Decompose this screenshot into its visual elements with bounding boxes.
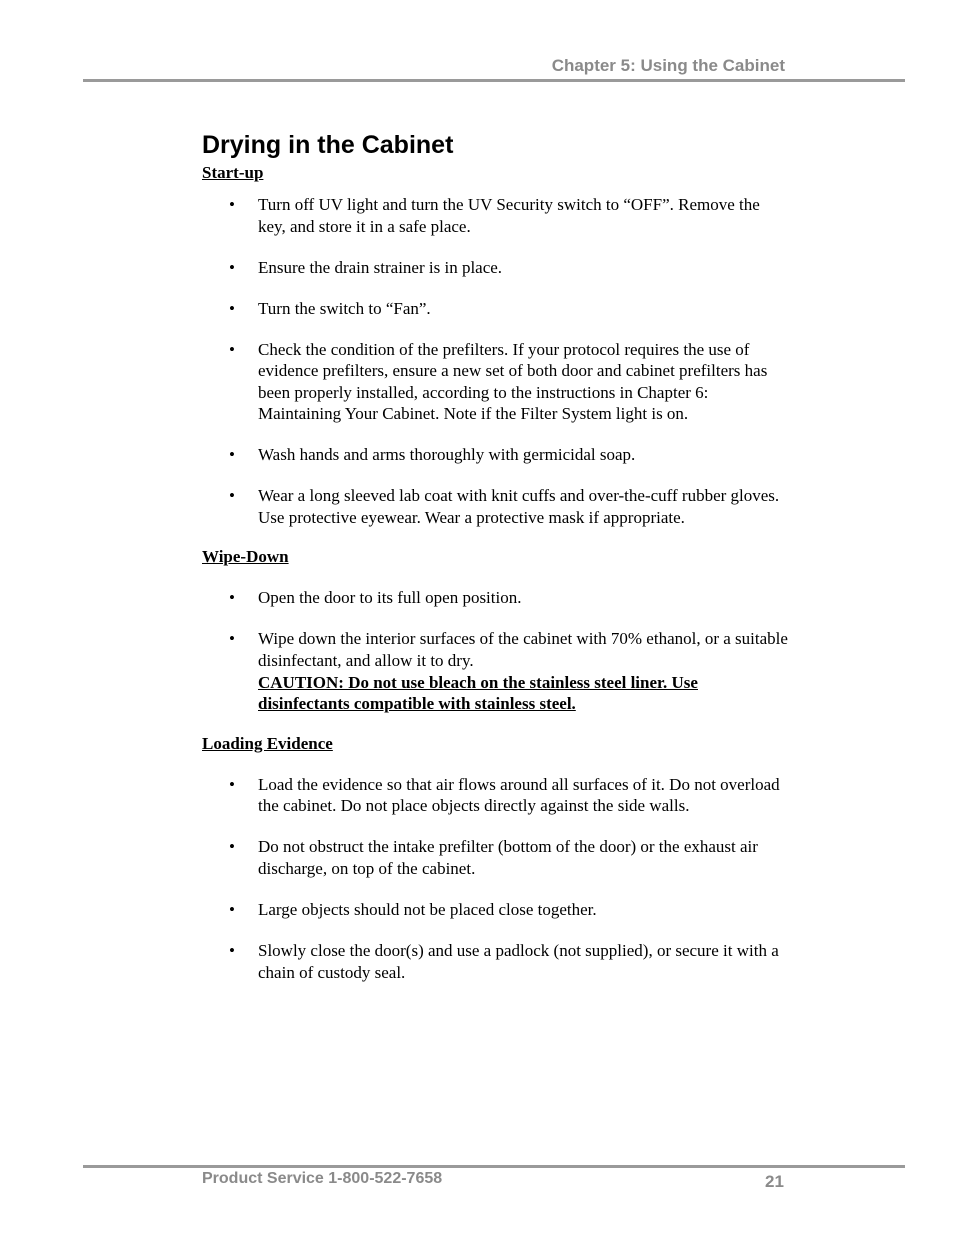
running-header: Chapter 5: Using the Cabinet — [551, 56, 785, 75]
bullet-icon: • — [229, 339, 235, 359]
list-item: • Slowly close the door(s) and use a padlock (not supplied), or secure it with a chain of custody seal. — [229, 940, 779, 982]
bullet-icon: • — [229, 588, 235, 608]
footer-product-service: Product Service 1-800-522-7658 — [202, 1170, 443, 1187]
list-item: • Wipe down the interior surfaces of the cabinet with 70% ethanol, or a suitable disinfectant, and allow it to dry. CAUTION: Do not use bleach on the stainless steel liner. Use disinfectants compatible with stainless steel. — [229, 629, 788, 714]
list-item: • Check the condition of the prefilters. If your protocol requires the use of evidence prefilters, ensure a new set of both door and cabinet prefilters has been properly installed, according to the instructions in Chapter 6: Maintaining Your Cabinet. Note if the Filter System light is on. — [229, 339, 768, 424]
bullet-icon: • — [229, 940, 235, 960]
section-heading-startup: Start-up — [202, 163, 264, 182]
caution-note: CAUTION: Do not use bleach on the stainless steel liner. Use disinfectants compatible with stainless steel. — [258, 672, 698, 714]
bullet-icon: • — [229, 445, 235, 465]
page-content — [202, 128, 802, 983]
wipedown-list — [202, 587, 802, 714]
list-item: • Do not obstruct the intake prefilter (bottom of the door) or the exhaust air discharge, on top of the cabinet. — [229, 837, 758, 879]
header-rule — [83, 79, 905, 82]
list-item: • Open the door to its full open position. — [229, 588, 522, 608]
bullet-icon: • — [229, 486, 235, 506]
bullet-icon: • — [229, 629, 235, 649]
list-item: • Large objects should not be placed close together. — [229, 900, 597, 919]
section-heading-wipedown: Wipe-Down — [202, 547, 289, 567]
bullet-icon: • — [229, 837, 235, 857]
bullet-icon: • — [229, 195, 235, 214]
startup-list — [202, 194, 802, 528]
list-item: • Turn off UV light and turn the UV Security switch to “OFF”. Remove the key, and store it in a safe place. — [229, 195, 760, 236]
bullet-icon: • — [229, 257, 235, 277]
page-title: Drying in the Cabinet — [202, 131, 454, 159]
list-item: • Load the evidence so that air flows around all surfaces of it. Do not overload the cabinet. Do not place objects directly against the side walls. — [229, 774, 780, 816]
bullet-icon: • — [229, 774, 235, 794]
section-heading-loading: Loading Evidence — [202, 733, 333, 753]
list-item: • Wear a long sleeved lab coat with knit cuffs and over-the-cuff rubber gloves. Use protective eyewear. Wear a protective mask if appropriate. — [229, 486, 780, 527]
page-number: 21 — [765, 1172, 784, 1191]
list-item: • Ensure the drain strainer is in place. — [229, 257, 503, 277]
list-item: • Wash hands and arms thoroughly with germicidal soap. — [229, 445, 636, 465]
bullet-icon: • — [229, 900, 235, 919]
list-item: • Turn the switch to “Fan”. — [229, 298, 431, 318]
loading-list — [202, 774, 802, 983]
footer-rule — [83, 1165, 905, 1168]
bullet-icon: • — [229, 298, 235, 318]
